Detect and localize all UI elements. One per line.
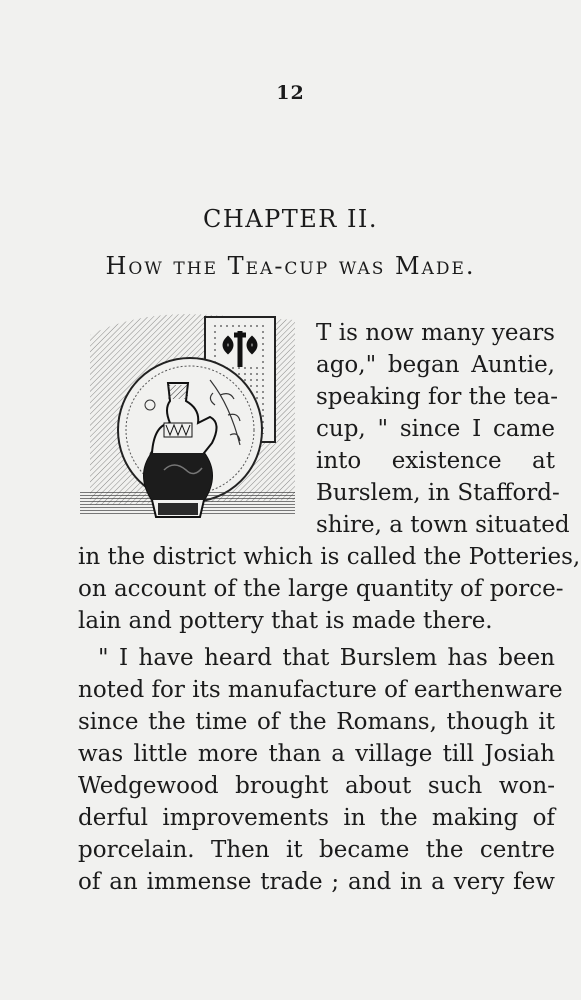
text-line-5: into existence at bbox=[316, 448, 555, 474]
text-line-2: ago," began Auntie, bbox=[316, 352, 555, 378]
text-line-17: porcelain. Then it became the centre bbox=[78, 837, 555, 863]
text-line-13: since the time of the Romans, though it bbox=[78, 709, 555, 735]
text-line-1: T is now many years bbox=[316, 320, 555, 346]
page-number: 12 bbox=[276, 82, 305, 104]
text-line-10: lain and pottery that is made there. bbox=[78, 608, 493, 634]
text-line-16: derful improvements in the making of bbox=[78, 805, 555, 831]
text-line-18: of an immense trade ; and in a very few bbox=[78, 869, 555, 895]
chapter-subtitle: How the Tea-cup was Made. bbox=[105, 252, 476, 280]
text-line-14: was little more than a village till Josiah bbox=[78, 741, 555, 767]
vase-and-plate-engraving-icon bbox=[80, 305, 300, 535]
text-line-6: Burslem, in Stafford- bbox=[316, 480, 560, 506]
text-line-11: " I have heard that Burslem has been bbox=[98, 645, 555, 671]
text-line-3: speaking for the tea- bbox=[316, 384, 558, 410]
text-line-12: noted for its manufacture of earthenware bbox=[78, 677, 563, 703]
text-line-15: Wedgewood brought about such won- bbox=[78, 773, 555, 799]
text-line-4: cup, " since I came bbox=[316, 416, 555, 442]
text-line-9: on account of the large quantity of porce- bbox=[78, 576, 564, 602]
chapter-title: CHAPTER II. bbox=[202, 205, 379, 233]
text-line-7: shire, a town situated bbox=[316, 512, 570, 538]
text-line-8: in the district which is called the Potteries, bbox=[78, 544, 581, 570]
